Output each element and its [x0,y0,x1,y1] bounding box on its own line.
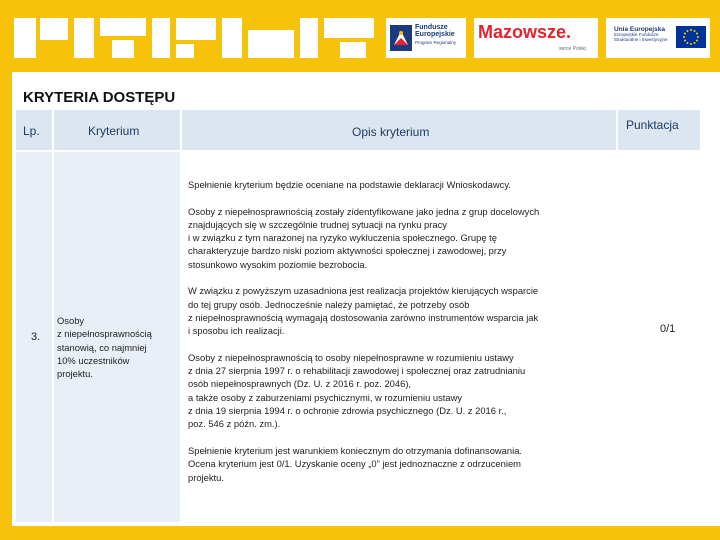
banner-decoration [100,18,146,36]
opis-spacer [188,191,539,204]
fundusze-europejskie-logo [386,18,466,58]
top-banner [0,0,720,72]
banner-decoration [300,18,318,58]
opis-line: a także osoby z zaburzeniami psychicznymi, w rozumieniu ustawy [188,391,463,403]
kryterium-line: Osoby [57,315,85,326]
mazowsze-logo [474,18,598,58]
opis-line: osób niepełnosprawnych (Dz. U. z 2016 r. poz. 2046), [188,378,412,390]
left-accent-stripe [0,72,12,540]
opis-line: Spełnienie kryterium jest warunkiem koniecznym do otrzymania dofinansowania. [188,444,523,456]
opis-line: znajdujących się w szczególnie trudnej sytuacji na rynku pracy [188,218,447,230]
opis-spacer [188,431,539,444]
header-punktacja: Punktacja [626,118,679,132]
banner-decoration [324,18,374,38]
header-opis-cell [182,110,616,152]
page-title: KRYTERIA DOSTĘPU [23,89,176,106]
banner-decoration [40,18,68,40]
opis-line: Osoby z niepełnosprawnością to osoby niepełnosprawne w rozumieniu ustawy [188,351,514,363]
opis-line: i w związku z tym narażonej na ryzyko wykluczenia społecznego. Grupę tę [188,232,497,244]
opis-line: W związku z powyższym uzasadniona jest realizacja projektów kierujących wsparcie [188,285,539,297]
banner-decoration [222,18,242,58]
ue-logo-line2: Europejskie Fundusze [614,32,659,38]
row-opis [188,178,539,484]
eu-flag-icon [676,26,706,48]
kryterium-line: z niepełnosprawnością [57,328,152,340]
ue-logo-line3: Strukturalne i Inwestycyjne [614,37,668,43]
kryterium-line: projektu. [57,368,93,380]
banner-decoration [176,44,194,58]
criteria-table [16,110,700,522]
row-lp: 3. [31,331,41,343]
ue-logo-line1: Unia Europejska [614,26,665,33]
body-lp-cell [16,152,52,522]
kryterium-line: stanowią, co najmniej [57,341,147,353]
header-lp: Lp. [23,124,40,138]
header-kryterium-cell [54,110,180,152]
opis-line: poz. 546 z późn. zm.). [188,418,281,430]
banner-decoration [176,18,216,40]
banner-decoration [340,42,366,58]
unia-europejska-logo [606,18,710,58]
banner-decoration [74,18,94,58]
bottom-accent-stripe [0,526,720,540]
fe-logo-line3: Program Regionalny [415,39,457,45]
banner-decoration [14,18,36,58]
header-kryterium: Kryterium [88,124,140,138]
opis-line: Spełnienie kryterium będzie oceniane na podstawie deklaracji Wnioskodawcy. [188,179,511,190]
opis-line: i sposobu ich realizacji. [188,325,285,337]
banner-decoration [152,18,170,58]
row-punktacja: 0/1 [660,323,676,335]
opis-line: Osoby z niepełnosprawnością zostały zidentyfikowane jako jedna z grup docelowych [188,205,540,217]
opis-line: stosunkowo wysokim poziomie bezrobocia. [188,258,368,270]
mazowsze-wordmark: Mazowsze. [478,22,572,42]
banner-decoration [248,30,294,58]
opis-line: z niepełnosprawnością wymagają dostosowania zarówno instrumentów wsparcia jak [188,311,539,323]
opis-line: Ocena kryterium jest 0/1. Uzyskanie oceny „0” jest jednoznaczne z odrzuceniem [188,458,521,470]
header-opis: Opis kryterium [352,125,430,139]
opis-line: z dnia 19 sierpnia 1994 r. o ochronie zdrowia psychicznego (Dz. U. z 2016 r., [188,405,507,417]
body-opis-cell [182,152,616,522]
banner-decoration [112,40,134,58]
header-lp-cell [16,110,52,152]
fe-flag-icon [390,25,412,51]
kryterium-line: 10% uczestników [57,354,130,366]
fe-logo-line1: Fundusze [415,24,448,31]
opis-line: charakteryzuje bardzo niski poziom aktywności społecznej i zawodowej, przy [188,245,507,257]
row-kryterium [57,314,152,380]
fe-logo-line2: Europejskie [415,31,455,39]
opis-line: projektu. [188,471,224,483]
opis-line: z dnia 27 sierpnia 1997 r. o rehabilitacji zawodowej i społecznej oraz zatrudnianiu [188,365,526,377]
header-punktacja-cell [618,110,700,152]
opis-spacer [188,338,539,351]
mazowsze-subtitle: serce Polski [559,46,586,52]
body-kryterium-cell [54,152,180,522]
opis-line: do tej grupy osób. Jednocześnie należy pamiętać, że potrzeby osób [188,298,470,310]
opis-spacer [188,271,539,284]
body-punktacja-cell [618,152,700,522]
